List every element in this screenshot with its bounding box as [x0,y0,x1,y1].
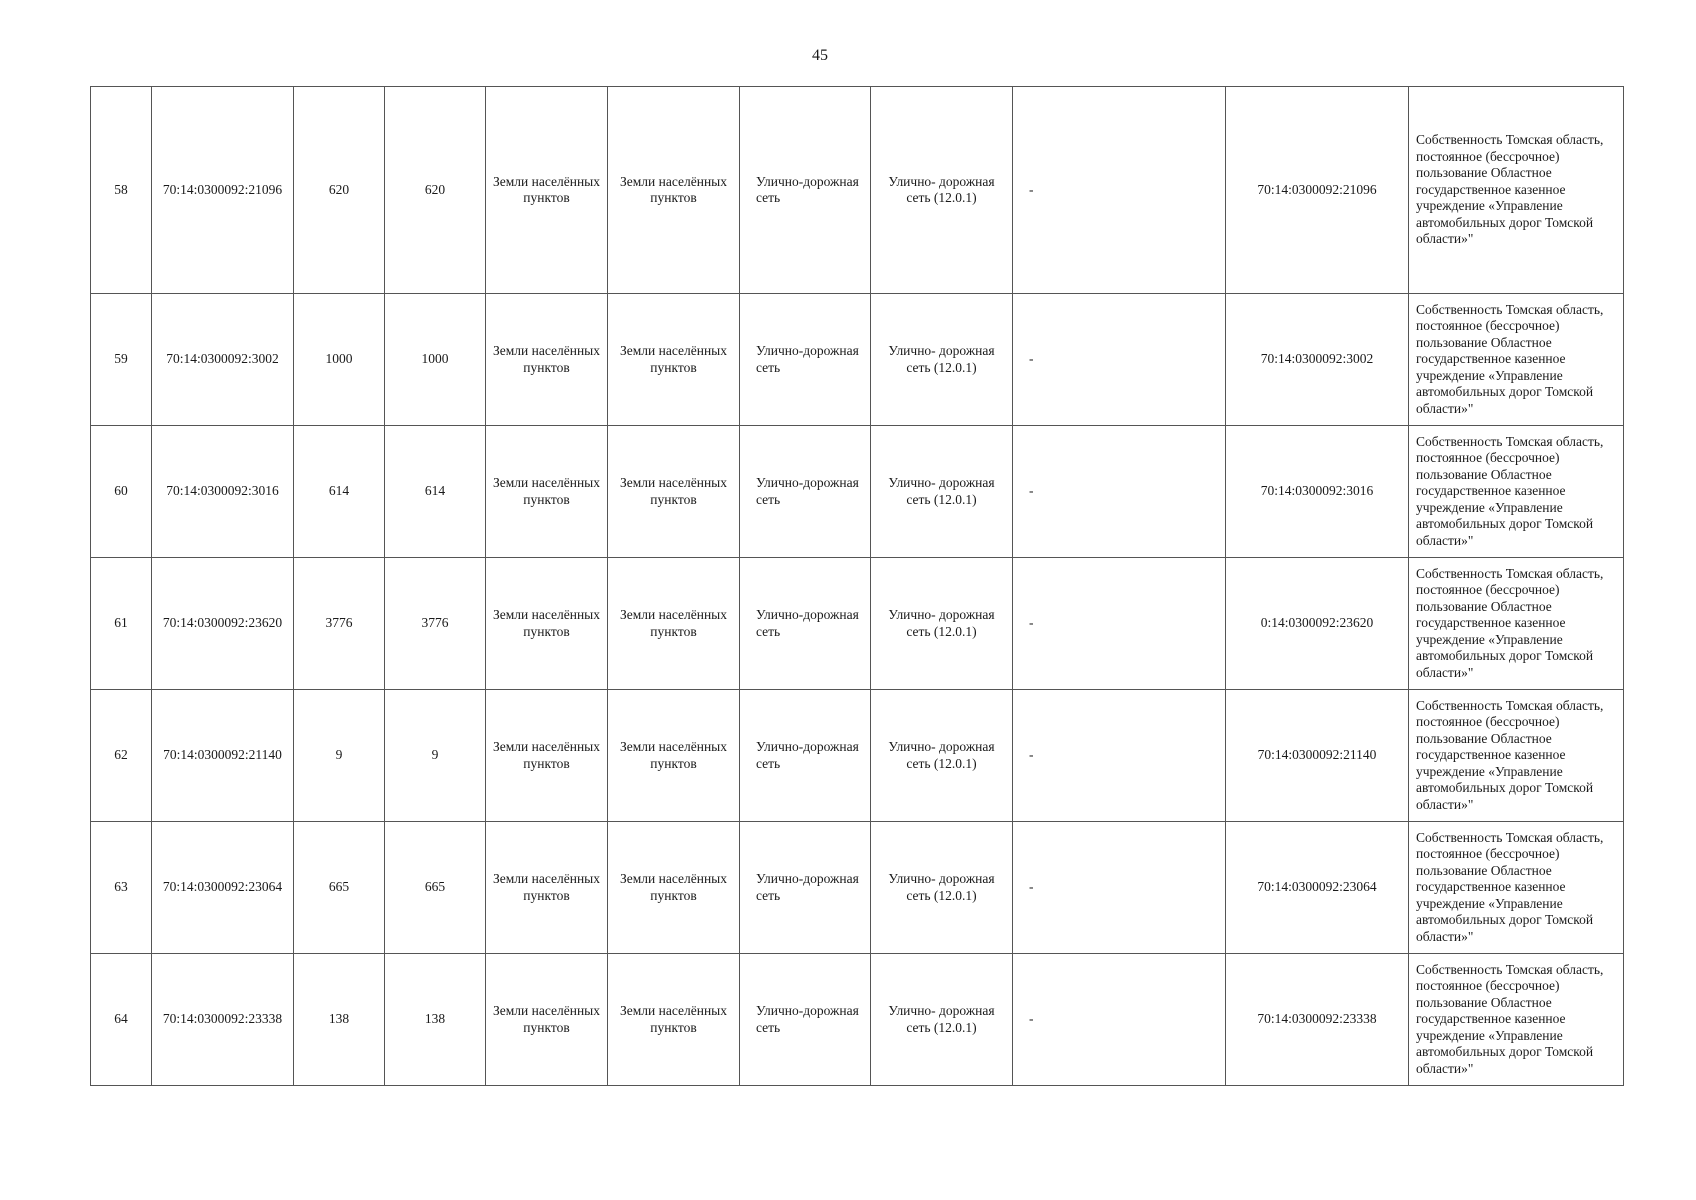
owner-info: Собственность Томская область, постоянное (бессрочное) пользование Областное государственное казенное учреждение «Управление автомобильных дорог Томской области»" [1409,87,1624,294]
table-row [91,558,1624,690]
row-number: 59 [91,294,152,426]
use-code: Улично- дорожная сеть (12.0.1) [871,87,1013,294]
row-number: 61 [91,558,152,690]
use-code: Улично- дорожная сеть (12.0.1) [871,822,1013,954]
permitted-use: Улично-дорожная сеть [740,87,871,294]
encumbrance: - [1013,954,1226,1086]
area-value-secondary: 9 [385,690,486,822]
owner-info: Собственность Томская область, постоянное (бессрочное) пользование Областное государственное казенное учреждение «Управление автомобильных дорог Томской области»" [1409,558,1624,690]
permitted-use: Улично-дорожная сеть [740,558,871,690]
cadastral-number: 70:14:0300092:21096 [152,87,294,294]
area-value: 1000 [294,294,385,426]
land-category: Земли населённых пунктов [486,954,608,1086]
use-code: Улично- дорожная сеть (12.0.1) [871,690,1013,822]
table-row [91,87,1624,294]
land-category: Земли населённых пунктов [486,558,608,690]
table-row [91,426,1624,558]
cadastral-number: 70:14:0300092:21140 [152,690,294,822]
owner-info: Собственность Томская область, постоянное (бессрочное) пользование Областное государственное казенное учреждение «Управление автомобильных дорог Томской области»" [1409,690,1624,822]
owner-info: Собственность Томская область, постоянное (бессрочное) пользование Областное государственное казенное учреждение «Управление автомобильных дорог Томской области»" [1409,294,1624,426]
permitted-use: Улично-дорожная сеть [740,954,871,1086]
cadastral-reference: 70:14:0300092:21140 [1226,690,1409,822]
cadastral-reference: 70:14:0300092:3016 [1226,426,1409,558]
area-value-secondary: 3776 [385,558,486,690]
area-value-secondary: 138 [385,954,486,1086]
row-number: 58 [91,87,152,294]
area-value-secondary: 665 [385,822,486,954]
land-category: Земли населённых пунктов [486,690,608,822]
table-row [91,294,1624,426]
area-value: 3776 [294,558,385,690]
land-category: Земли населённых пунктов [486,426,608,558]
table-row [91,822,1624,954]
cadastral-reference: 70:14:0300092:23338 [1226,954,1409,1086]
encumbrance: - [1013,426,1226,558]
encumbrance: - [1013,558,1226,690]
land-category-secondary: Земли населённых пунктов [608,426,740,558]
encumbrance: - [1013,690,1226,822]
land-category: Земли населённых пунктов [486,294,608,426]
page-number: 45 [812,47,828,64]
table-row [91,954,1624,1086]
land-category: Земли населённых пунктов [486,822,608,954]
use-code: Улично- дорожная сеть (12.0.1) [871,954,1013,1086]
row-number: 64 [91,954,152,1086]
land-category: Земли населённых пунктов [486,87,608,294]
cadastral-reference: 70:14:0300092:21096 [1226,87,1409,294]
land-plots-table [90,86,1624,1086]
owner-info: Собственность Томская область, постоянное (бессрочное) пользование Областное государственное казенное учреждение «Управление автомобильных дорог Томской области»" [1409,954,1624,1086]
cadastral-reference: 0:14:0300092:23620 [1226,558,1409,690]
owner-info: Собственность Томская область, постоянное (бессрочное) пользование Областное государственное казенное учреждение «Управление автомобильных дорог Томской области»" [1409,426,1624,558]
area-value: 9 [294,690,385,822]
area-value-secondary: 614 [385,426,486,558]
area-value-secondary: 1000 [385,294,486,426]
area-value: 138 [294,954,385,1086]
area-value: 620 [294,87,385,294]
use-code: Улично- дорожная сеть (12.0.1) [871,558,1013,690]
row-number: 60 [91,426,152,558]
row-number: 62 [91,690,152,822]
land-category-secondary: Земли населённых пунктов [608,690,740,822]
permitted-use: Улично-дорожная сеть [740,822,871,954]
area-value: 614 [294,426,385,558]
use-code: Улично- дорожная сеть (12.0.1) [871,426,1013,558]
cadastral-number: 70:14:0300092:3002 [152,294,294,426]
cadastral-reference: 70:14:0300092:3002 [1226,294,1409,426]
cadastral-number: 70:14:0300092:23620 [152,558,294,690]
table-row [91,690,1624,822]
table-body [91,87,1624,1086]
land-category-secondary: Земли населённых пунктов [608,954,740,1086]
permitted-use: Улично-дорожная сеть [740,294,871,426]
encumbrance: - [1013,294,1226,426]
land-category-secondary: Земли населённых пунктов [608,822,740,954]
use-code: Улично- дорожная сеть (12.0.1) [871,294,1013,426]
cadastral-number: 70:14:0300092:3016 [152,426,294,558]
cadastral-reference: 70:14:0300092:23064 [1226,822,1409,954]
permitted-use: Улично-дорожная сеть [740,426,871,558]
row-number: 63 [91,822,152,954]
cadastral-number: 70:14:0300092:23338 [152,954,294,1086]
encumbrance: - [1013,822,1226,954]
owner-info: Собственность Томская область, постоянное (бессрочное) пользование Областное государственное казенное учреждение «Управление автомобильных дорог Томской области»" [1409,822,1624,954]
land-category-secondary: Земли населённых пунктов [608,558,740,690]
permitted-use: Улично-дорожная сеть [740,690,871,822]
cadastral-number: 70:14:0300092:23064 [152,822,294,954]
area-value-secondary: 620 [385,87,486,294]
land-category-secondary: Земли населённых пунктов [608,294,740,426]
encumbrance: - [1013,87,1226,294]
area-value: 665 [294,822,385,954]
land-category-secondary: Земли населённых пунктов [608,87,740,294]
